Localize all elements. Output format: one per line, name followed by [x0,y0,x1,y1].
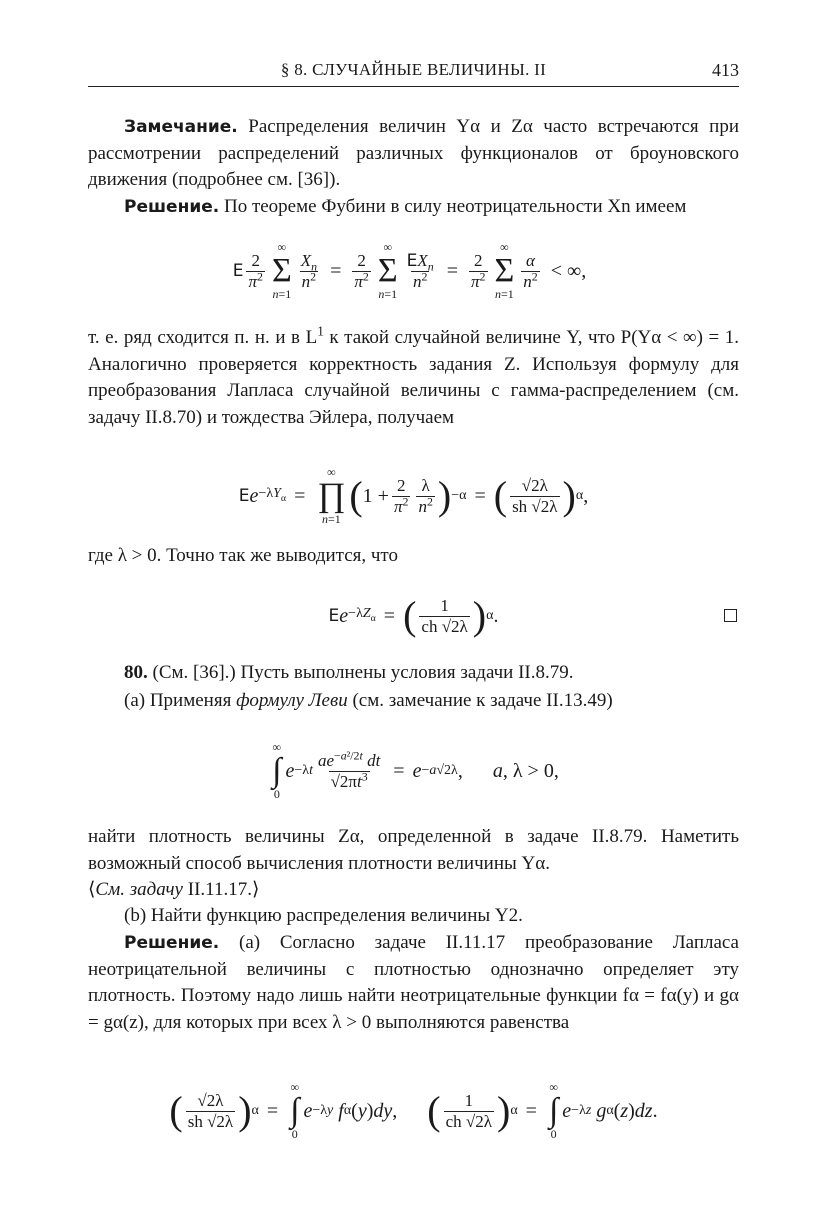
solution-label: Решение. [124,197,220,217]
formula-levy: ∞ ∫ 0 e −λt $\frac{ae^{-a^2/2t} dt}{√2\pi t^3}$ = e −a√2λ , a, λ > 0, [272,740,559,801]
series-convergence-paragraph: т. е. ряд сходится п. н. и в $L^1$ к такой случайной величине Y, что P(Yα < ∞) = 1. Аналогично проверяется корректность задания Z. Используя формулу для преобразования Лапласа случайной величины с гамма-распределением (см. задачу II.8.70) и тождества Эйлера, получаем [88,323,740,428]
solution-2-paragraph [88,930,739,1036]
header-rule [88,86,739,87]
where-lambda-text: где λ > 0. Точно так же выводится, что [88,545,398,566]
formula-laplace-Z: E e $-\lambda Z_\alpha$ = ( $\frac{1}{ch √2\lambda}$ ) α . [328,593,499,638]
problem-number: 80. [124,662,148,683]
problem-80-part-a [88,688,739,715]
convergence-text-a: т. е. ряд сходится п. н. и в L [88,327,318,348]
solution-2-text: (a) Согласно задаче II.11.17 преобразование Лапласа неотрицательной величины с плотностью однозначно определяет эту плотность. Поэтому надо лишь найти неотрицательные функции fα = fα(y) и gα = gα(z), для которых при всех λ > 0 выполняются равенства [88,932,739,1033]
where-lambda-line [88,543,739,570]
formula-laplace-Y: E e $-\lambda Y_\alpha$ = ∞ ∏ n=1 ( 1 + $\frac{2}{\pi^2}$ $\frac{\lambda}{n^2}$ ) −α = ( $\frac{√2\lambda}{sh √2\lambda}$ ) α , [238,465,589,526]
solution-intro [88,194,739,221]
end-of-proof-icon [724,609,737,622]
part-a-suffix: (см. замечание к задаче II.13.49) [347,690,613,711]
hint-text: См. задачу [95,879,183,900]
problem-80-intro [88,660,739,687]
book-page [88,0,739,1210]
hint-reference: II.11.17. [187,879,252,900]
problem-80-part-b [88,903,739,930]
convergence-text-b: к такой случайной величине Y, что P(Yα < ∞) = 1. Аналогично проверяется корректность задания Z. Используя формулу для преобразования Лапласа случайной величины с гамма-распределением (см. задачу II.8.70) и тождества Эйлера, получаем [88,327,740,428]
remark-paragraph [88,114,739,194]
problem-80-task-a [88,824,739,877]
task-a-text: найти плотность величины Zα, определенной в задаче II.8.79. Наметить возможный способ вычисления плотности величины Yα. [88,826,739,874]
part-b-text: (b) Найти функцию распределения величины Y2. [124,905,523,926]
levy-formula-term: формулу Леви [236,690,348,711]
remark-label: Замечание. [124,117,238,137]
problem-80-intro-text: (См. [36].) Пусть выполнены условия задачи II.8.79. [152,662,574,683]
running-title: § 8. СЛУЧАЙНЫЕ ВЕЛИЧИНЫ. II [280,60,547,79]
formula-expectation-series: E $\frac{2}{\pi^2}$ ∞ Σ n=1 $\frac{X_n}{n^2}$ = $\frac{2}{\pi^2}$ ∞ Σ n=1 $\frac{EX_n}{n^2}$ = $\frac{2}{\pi^2}$ ∞ Σ n=1 $\frac{\alpha}{n^2}$ < ∞, [232,240,587,301]
solution-intro-text: По теореме Фубини в силу неотрицательности Xn имеем [223,196,687,217]
hint-line: ⟨См. задачу II.11.17.⟩ [88,879,260,900]
running-head [88,60,739,84]
part-a-prefix: (a) Применяя [124,690,237,711]
solution-2-label: Решение. [124,933,220,953]
formula-density-equations: ( $\frac{√2\lambda}{sh √2\lambda}$ ) α = ∞ ∫ 0 e −λy f α ( y ) dy , ( $\frac{1}{ch √2\lambda}$ ) α = ∞ ∫ 0 e −λz g α ( z ) dz . [169,1080,658,1141]
remark-text: Распределения величин Yα и Zα часто встречаются при рассмотрении распределений различных функционалов от броуновского движения (подробнее см. [36]). [88,116,739,190]
page-number: 413 [712,60,739,80]
